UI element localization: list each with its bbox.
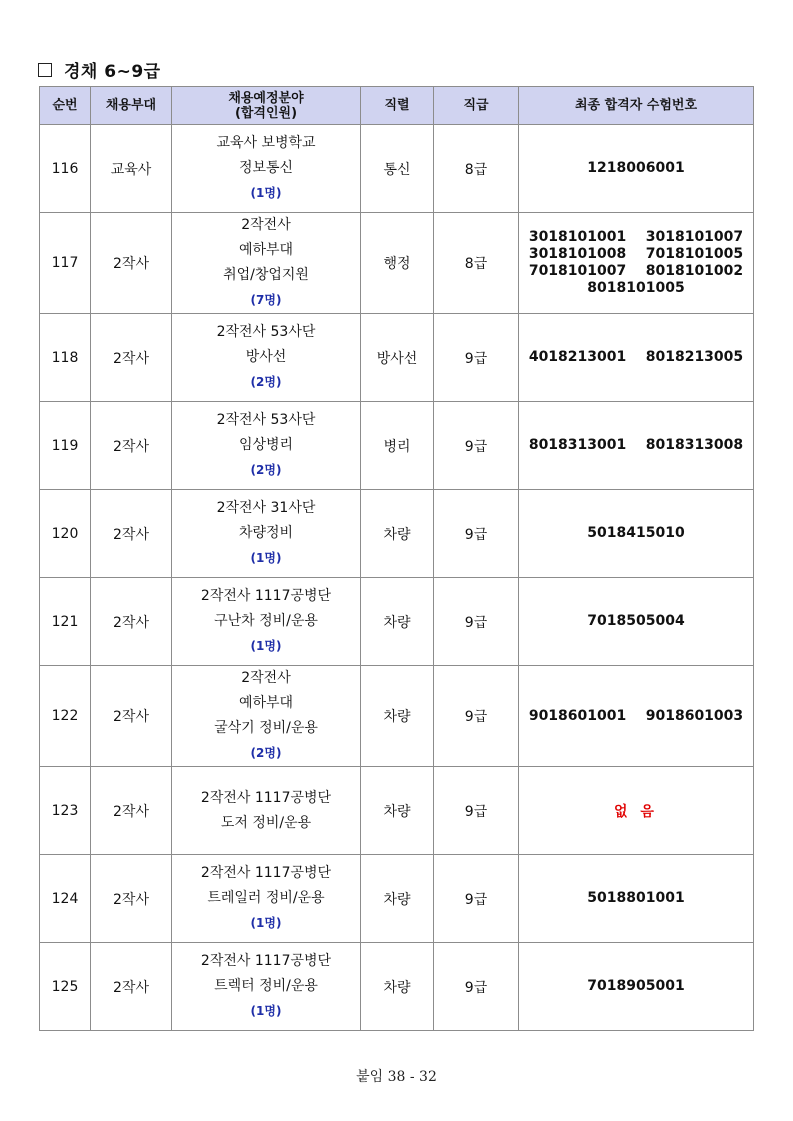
cell-dept: 2작사: [91, 855, 172, 943]
hire-count: (1명): [250, 551, 282, 565]
cell-final: [519, 213, 754, 314]
header-final: 최종 합격자 수험번호: [519, 87, 754, 125]
exam-number-line: 4018213001 8018213005: [528, 349, 744, 365]
cell-no: 121: [40, 578, 91, 666]
table-row: [40, 767, 754, 855]
unit-line: 트렉터 정비/운용: [214, 978, 318, 994]
unit-line: 2작전사: [241, 670, 291, 686]
cell-job: 통신: [361, 125, 434, 213]
cell-dept: 2작사: [91, 490, 172, 578]
cell-no: 122: [40, 666, 91, 767]
cell-unit: [172, 767, 361, 855]
cell-final: [519, 666, 754, 767]
cell-final-none: 없 음: [519, 767, 754, 855]
cell-no: 119: [40, 402, 91, 490]
cell-job: 방사선: [361, 314, 434, 402]
cell-no: 118: [40, 314, 91, 402]
exam-number-line: 3018101001 3018101007: [528, 229, 744, 245]
cell-grade: 9급: [434, 855, 519, 943]
exam-number-line: 9018601001 9018601003: [528, 707, 744, 724]
cell-grade: 8급: [434, 125, 519, 213]
cell-job: 차량: [361, 666, 434, 767]
header-job: 직렬: [361, 87, 434, 125]
cell-grade: 9급: [434, 314, 519, 402]
cell-grade: 8급: [434, 213, 519, 314]
cell-job: 차량: [361, 767, 434, 855]
cell-unit: [172, 125, 361, 213]
hire-count: (1명): [250, 639, 282, 653]
hire-count: (1명): [250, 1004, 282, 1018]
header-dept: 채용부대: [91, 87, 172, 125]
unit-line: 2작전사 1117공병단: [200, 588, 332, 604]
cell-dept: 교육사: [91, 125, 172, 213]
unit-line: 예하부대: [238, 242, 294, 258]
cell-grade: 9급: [434, 490, 519, 578]
header-row: [40, 87, 754, 125]
cell-no: 125: [40, 943, 91, 1031]
cell-unit: [172, 402, 361, 490]
cell-unit: [172, 314, 361, 402]
cell-no: 117: [40, 213, 91, 314]
hire-count: (1명): [250, 916, 282, 930]
cell-unit: [172, 666, 361, 767]
cell-no: 123: [40, 767, 91, 855]
table-row: [40, 125, 754, 213]
table-row: [40, 578, 754, 666]
cell-job: 행정: [361, 213, 434, 314]
exam-number-line: 7018905001: [587, 978, 685, 994]
cell-no: 116: [40, 125, 91, 213]
cell-final: [519, 855, 754, 943]
exam-number-line: 5018801001: [587, 890, 685, 906]
header-field: [172, 87, 361, 125]
unit-line: 2작전사 1117공병단: [200, 789, 332, 806]
cell-final: [519, 578, 754, 666]
unit-line: 취업/창업지원: [223, 267, 309, 283]
cell-job: 차량: [361, 855, 434, 943]
page-number: 붙임 38 - 32: [356, 1069, 437, 1085]
section-heading: [38, 57, 161, 82]
exam-number-line: 7018505004: [587, 613, 685, 629]
results-table: [39, 86, 754, 1031]
cell-job: 차량: [361, 490, 434, 578]
unit-line: 차량정비: [238, 525, 294, 541]
unit-line: 도저 정비/운용: [220, 814, 312, 831]
cell-dept: 2작사: [91, 767, 172, 855]
hire-count: (2명): [250, 375, 282, 389]
unit-line: 2작전사 31사단: [216, 500, 316, 516]
unit-line: 정보통신: [238, 160, 294, 176]
exam-number-line: 5018415010: [587, 525, 685, 541]
cell-unit: [172, 943, 361, 1031]
header-grade: 직급: [434, 87, 519, 125]
header-no: 순번: [40, 87, 91, 125]
unit-line: 교육사 보병학교: [216, 135, 316, 151]
exam-number-line: 7018101007 8018101002: [528, 263, 744, 279]
cell-final: [519, 402, 754, 490]
header-field-line1: 채용예정분야: [228, 90, 304, 106]
cell-dept: 2작사: [91, 578, 172, 666]
hire-count: (1명): [250, 186, 282, 200]
unit-line: 예하부대: [238, 695, 294, 711]
cell-final: [519, 314, 754, 402]
hire-count: (7명): [250, 293, 282, 307]
table-row: [40, 314, 754, 402]
cell-job: 병리: [361, 402, 434, 490]
cell-final: [519, 125, 754, 213]
table-row: [40, 666, 754, 767]
cell-grade: 9급: [434, 767, 519, 855]
unit-line: 2작전사 53사단: [216, 324, 316, 340]
cell-grade: 9급: [434, 402, 519, 490]
unit-line: 방사선: [245, 349, 287, 365]
cell-no: 124: [40, 855, 91, 943]
table-row: [40, 402, 754, 490]
unit-line: 굴삭기 정비/운용: [214, 720, 318, 736]
cell-grade: 9급: [434, 943, 519, 1031]
cell-unit: [172, 490, 361, 578]
cell-grade: 9급: [434, 578, 519, 666]
exam-number-line: 8018101005: [587, 280, 685, 296]
table-row: [40, 490, 754, 578]
cell-unit: [172, 213, 361, 314]
checkbox-square-icon: [38, 63, 52, 77]
cell-no: 120: [40, 490, 91, 578]
hire-count: (2명): [250, 746, 282, 760]
cell-grade: 9급: [434, 666, 519, 767]
cell-final: [519, 943, 754, 1031]
unit-line: 2작전사 53사단: [216, 412, 316, 428]
section-title: 경채 6~9급: [64, 62, 161, 82]
hire-count: (2명): [250, 463, 282, 477]
unit-line: 2작전사 1117공병단: [200, 953, 332, 969]
table-row: [40, 943, 754, 1031]
cell-unit: [172, 855, 361, 943]
cell-dept: 2작사: [91, 213, 172, 314]
unit-line: 구난차 정비/운용: [214, 613, 318, 629]
cell-dept: 2작사: [91, 666, 172, 767]
cell-final: [519, 490, 754, 578]
unit-line: 2작전사 1117공병단: [200, 865, 332, 881]
unit-line: 2작전사: [241, 217, 291, 233]
unit-line: 트레일러 정비/운용: [207, 890, 325, 906]
exam-number-line: 1218006001: [587, 160, 685, 176]
unit-line: 임상병리: [238, 437, 294, 453]
cell-job: 차량: [361, 943, 434, 1031]
cell-dept: 2작사: [91, 402, 172, 490]
table-row: [40, 855, 754, 943]
exam-number-line: 3018101008 7018101005: [528, 246, 744, 262]
table-row: [40, 213, 754, 314]
cell-unit: [172, 578, 361, 666]
cell-dept: 2작사: [91, 314, 172, 402]
cell-dept: 2작사: [91, 943, 172, 1031]
exam-number-line: 8018313001 8018313008: [528, 437, 744, 453]
header-field-line2: (합격인원): [234, 105, 298, 121]
cell-job: 차량: [361, 578, 434, 666]
